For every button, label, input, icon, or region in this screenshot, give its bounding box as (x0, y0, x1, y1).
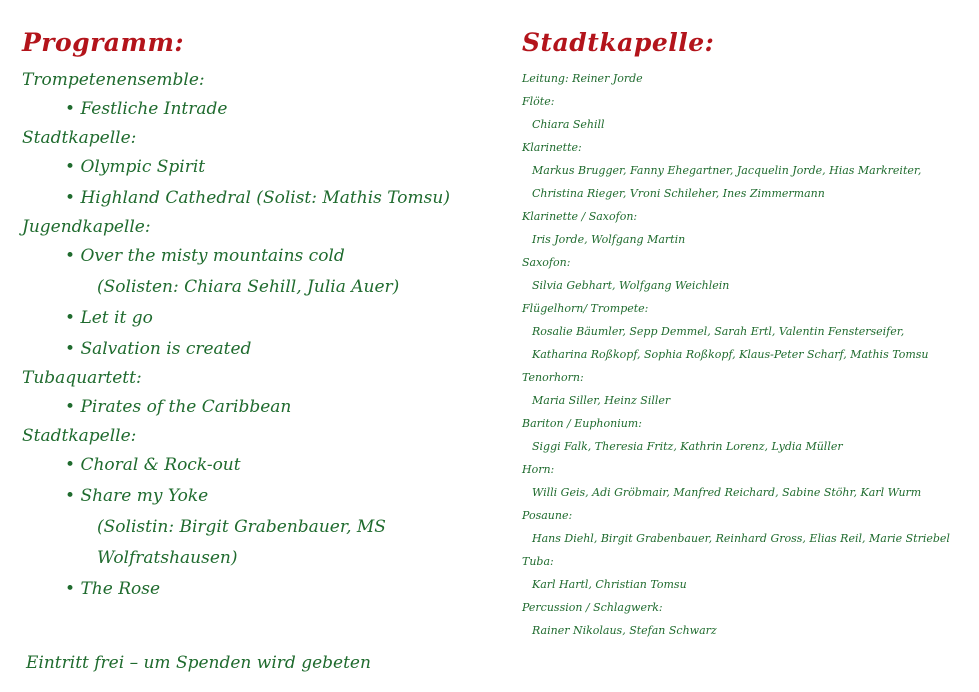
band-heading: Stadtkapelle: (522, 28, 715, 57)
instrument-title: Horn: (522, 463, 555, 476)
instrument-title: Flügelhorn/ Trompete: (522, 302, 649, 315)
program-item: • Festliche Intrade (65, 99, 228, 119)
program-item-title: Highland Cathedral (Solist: Mathis Tomsu) (80, 188, 450, 208)
instrument-title: Tuba: (522, 555, 554, 568)
soloists-note: (Solisten: Chiara Sehill, Julia Auer) (97, 277, 400, 297)
program-item-title: Let it go (80, 308, 153, 328)
program-heading: Programm: (22, 28, 185, 57)
instrument-title: Percussion / Schlagwerk: (522, 601, 663, 614)
program-item-title: Over the misty mountains cold (80, 246, 345, 266)
program-item: • Olympic Spirit (65, 157, 206, 177)
program-item: • Let it go (65, 308, 153, 328)
musician-names: Willi Geis, Adi Gröbmair, Manfred Reichard, Sabine Stöhr, Karl Wurm (532, 486, 922, 499)
footer-note: Eintritt frei – um Spenden wird gebeten (26, 653, 371, 673)
musician-names: Maria Siller, Heinz Siller (532, 394, 671, 407)
program-item: • Salvation is created (65, 339, 252, 359)
musician-names: Silvia Gebhart, Wolfgang Weichlein (532, 279, 730, 292)
instrument-title: Bariton / Euphonium: (522, 417, 642, 430)
musician-names: Markus Brugger, Fanny Ehegartner, Jacquelin Jorde, Hias Markreiter, (532, 164, 922, 177)
musician-names: Hans Diehl, Birgit Grabenbauer, Reinhard Gross, Elias Reil, Marie Striebel (532, 532, 950, 545)
conductor-line: Leitung: Reiner Jorde (522, 72, 643, 85)
musician-names: Karl Hartl, Christian Tomsu (532, 578, 687, 591)
soloist-note: (Solistin: Birgit Grabenbauer, MS Wolfratshausen) (97, 517, 386, 568)
instrument-section (522, 366, 962, 412)
musician-names: Rainer Nikolaus, Stefan Schwarz (532, 624, 717, 637)
musician-names: Katharina Roßkopf, Sophia Roßkopf, Klaus-Peter Scharf, Mathis Tomsu (532, 348, 929, 361)
instrument-title: Klarinette: (522, 141, 582, 154)
instrument-section (522, 504, 962, 550)
group-label-stadtkapelle: Stadtkapelle: (22, 128, 137, 148)
program-item-title: Festliche Intrade (80, 99, 228, 119)
instrument-section (522, 550, 962, 596)
program-column (22, 28, 502, 605)
program-item-title: Olympic Spirit (80, 157, 206, 177)
group-label-stadtkapelle-2: Stadtkapelle: (22, 426, 137, 446)
musician-names: Rosalie Bäumler, Sepp Demmel, Sarah Ertl, Valentin Fensterseifer, (532, 325, 905, 338)
program-item: • Over the misty mountains cold (65, 246, 345, 266)
instrument-title: Saxofon: (522, 256, 571, 269)
group-label-tuba-quartet: Tubaquartett: (22, 368, 142, 388)
instrument-section (522, 90, 962, 136)
musician-names: Chiara Sehill (532, 118, 605, 131)
program-item: • The Rose (65, 579, 161, 599)
instrument-title: Klarinette / Saxofon: (522, 210, 638, 223)
instrument-title: Flöte: (522, 95, 555, 108)
program-item-title: Share my Yoke (80, 486, 209, 506)
program-item: • Share my Yoke (65, 486, 209, 506)
musician-names: Christina Rieger, Vroni Schileher, Ines Zimmermann (532, 187, 825, 200)
program-item-title: Salvation is created (80, 339, 252, 359)
group-label-youth-band: Jugendkapelle: (22, 217, 151, 237)
instrument-section (522, 251, 962, 297)
program-item-title: Pirates of the Caribbean (80, 397, 292, 417)
instrument-section (522, 412, 962, 458)
program-item: • Choral & Rock-out (65, 455, 241, 475)
instrument-section (522, 205, 962, 251)
band-sections (522, 90, 962, 642)
program-item-title: Choral & Rock-out (80, 455, 241, 475)
musician-names: Siggi Falk, Theresia Fritz, Kathrin Lorenz, Lydia Müller (532, 440, 843, 453)
musician-names: Iris Jorde, Wolfgang Martin (532, 233, 686, 246)
instrument-section (522, 458, 962, 504)
instrument-title: Tenorhorn: (522, 371, 584, 384)
instrument-section (522, 596, 962, 642)
instrument-title: Posaune: (522, 509, 573, 522)
program-item-title: The Rose (80, 579, 161, 599)
band-column (522, 28, 962, 642)
group-label-trumpet-ensemble: Trompetenensemble: (22, 70, 205, 90)
program-item: • Highland Cathedral (Solist: Mathis Tomsu) (65, 188, 450, 208)
instrument-section (522, 136, 962, 205)
program-item: • Pirates of the Caribbean (65, 397, 292, 417)
instrument-section (522, 297, 962, 366)
